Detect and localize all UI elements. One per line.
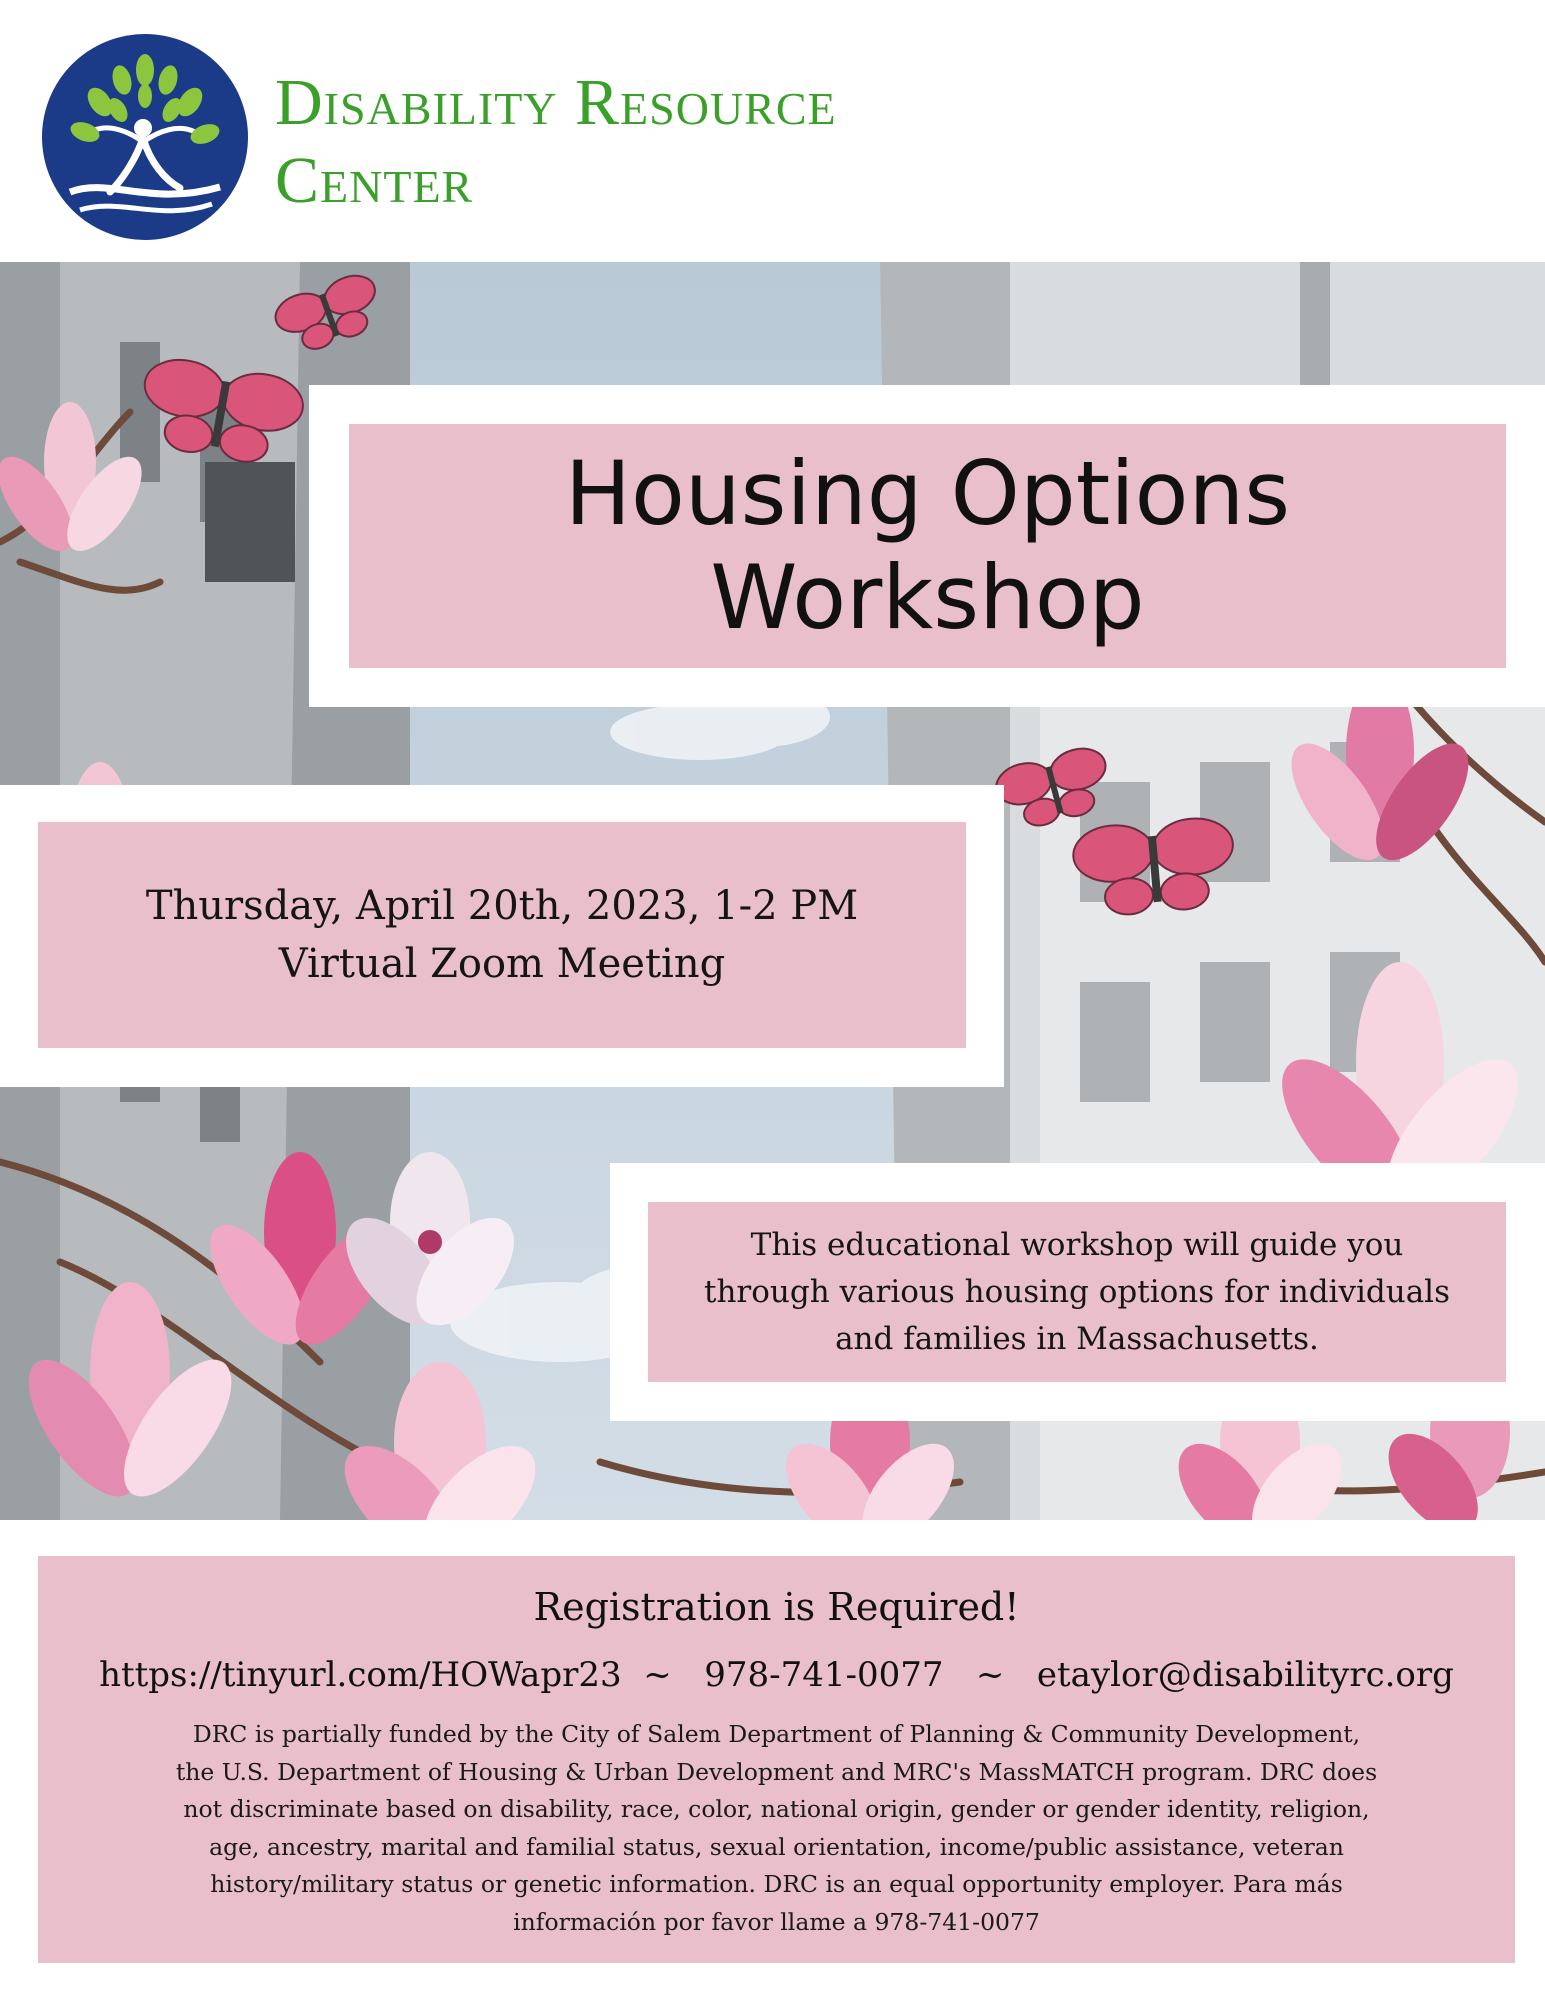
title-panel <box>349 424 1506 668</box>
description-panel <box>648 1202 1506 1382</box>
registration-email-link[interactable]: etaylor@disabilityrc.org <box>1036 1655 1454 1695</box>
registration-contacts <box>38 1652 1515 1698</box>
disclaimer-line5: history/military status or genetic information. DRC is an equal opportunity employer. Para más <box>210 1870 1343 1898</box>
date-panel <box>38 822 966 1048</box>
organization-name-line1: Disability Resource <box>275 66 837 139</box>
disclaimer-line1: DRC is partially funded by the City of Salem Department of Planning & Community Development, <box>192 1720 1361 1748</box>
spacer <box>943 1655 975 1695</box>
registration-panel <box>38 1556 1515 1963</box>
event-format: Virtual Zoom Meeting <box>278 941 726 987</box>
description-line3: and families in Massachusetts. <box>835 1320 1319 1357</box>
tree-of-life-logo-icon <box>40 32 250 242</box>
spacer <box>672 1655 704 1695</box>
separator-1 <box>622 1655 644 1695</box>
description-line1: This educational workshop will guide you <box>750 1226 1404 1263</box>
description-line2: through various housing options for individuals <box>704 1273 1450 1310</box>
registration-url-link[interactable]: https://tinyurl.com/HOWapr23 <box>99 1655 622 1695</box>
registration-heading: Registration is Required! <box>533 1585 1020 1629</box>
spacer <box>1004 1655 1036 1695</box>
disclaimer-line3: not discriminate based on disability, race, color, national origin, gender or gender identity, religion, <box>183 1795 1370 1823</box>
separator-tilde-2: ~ <box>975 1655 1005 1695</box>
separator-tilde-1: ~ <box>643 1655 672 1695</box>
organization-name <box>275 64 837 220</box>
event-date-time: Thursday, April 20th, 2023, 1-2 PM <box>145 883 859 929</box>
funding-disclaimer <box>38 1716 1515 1941</box>
organization-name-line2: Center <box>275 144 474 217</box>
disclaimer-line4: age, ancestry, marital and familial status, sexual orientation, income/public assistance, veteran <box>209 1832 1344 1861</box>
disclaimer-line2: the U.S. Department of Housing & Urban Development and MRC's MassMATCH program. DRC does <box>175 1757 1378 1786</box>
disclaimer-line6: información por favor llame a 978-741-0077 <box>513 1907 1040 1936</box>
event-title-line2: Workshop <box>710 546 1145 649</box>
registration-phone-link[interactable]: 978-741-0077 <box>704 1655 944 1695</box>
event-title-line1: Housing Options <box>564 442 1291 545</box>
